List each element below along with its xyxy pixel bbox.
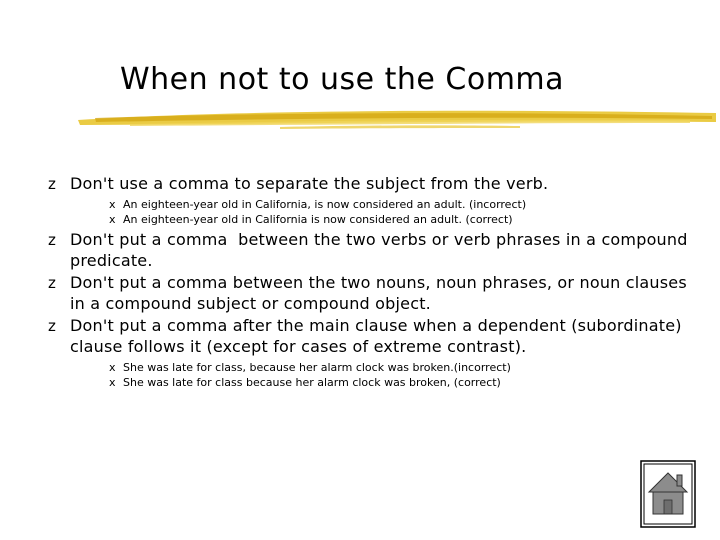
bullet-item — [48, 315, 698, 358]
example-list — [109, 197, 698, 227]
example-list — [109, 360, 698, 390]
example-text: An eighteen-year old in California, is now considered an adult. (incorrect) — [123, 197, 527, 211]
example-text: She was late for class, because her alarm clock was broken.(incorrect) — [123, 360, 511, 374]
example-text: An eighteen-year old in California is now considered an adult. (correct) — [123, 212, 513, 226]
bullet-marker: z — [48, 316, 57, 335]
bullet-marker: z — [48, 175, 57, 193]
example-item — [109, 212, 698, 227]
bullet-text: Don't put a comma between the two verbs or verb phrases in a compound predicate. — [70, 229, 693, 270]
example-marker: x — [109, 212, 116, 226]
bullet-item — [48, 173, 698, 195]
example-item — [109, 375, 698, 390]
example-item — [109, 197, 698, 212]
bullet-text: Don't put a comma after the main clause when a dependent (subordinate) clause follows it (except for cases of extreme contrast). — [70, 315, 682, 356]
bullet-marker: z — [48, 230, 57, 249]
bullet-marker: z — [48, 273, 57, 292]
home-button[interactable] — [640, 460, 696, 528]
bullet-text: Don't put a comma between the two nouns, noun phrases, or noun clauses in a compound subject or compound object. — [70, 272, 687, 313]
bullet-list — [48, 173, 698, 392]
bullet-item — [48, 229, 698, 272]
example-marker: x — [109, 360, 116, 374]
slide-title: When not to use the Comma — [120, 62, 565, 97]
example-marker: x — [109, 197, 116, 211]
example-text: She was late for class because her alarm clock was broken, (correct) — [123, 375, 501, 389]
title-underline-brush — [0, 98, 720, 138]
bullet-text: Don't use a comma to separate the subject from the verb. — [70, 174, 549, 193]
example-marker: x — [109, 375, 116, 389]
example-item — [109, 360, 698, 375]
bullet-item — [48, 272, 698, 315]
home-icon — [640, 460, 696, 528]
